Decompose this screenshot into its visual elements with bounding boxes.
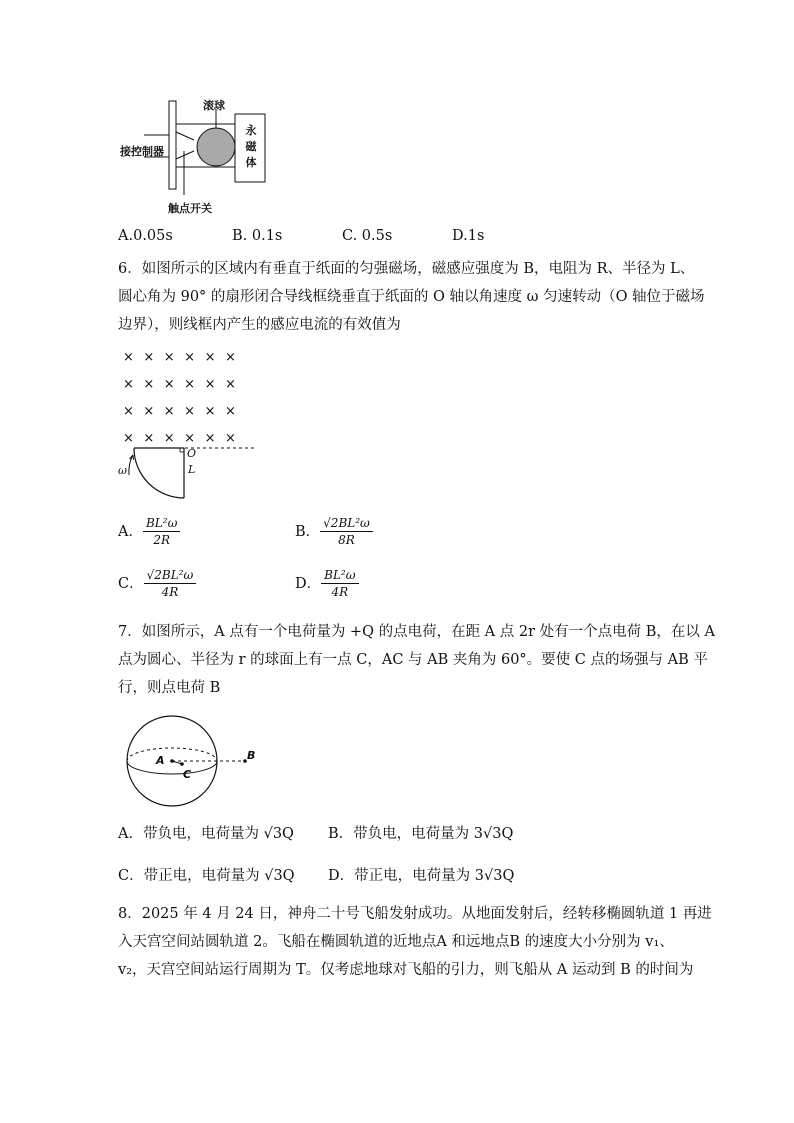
q8-line-2: 入天宫空间站圆轨道 2。飞船在椭圆轨道的近地点A 和远地点B 的速度大小分别为 v₁、 <box>118 934 674 950</box>
q7-option-b[interactable] <box>328 824 513 844</box>
q6-option-c-label: C． <box>118 575 144 592</box>
q7-option-d-label: D． <box>328 868 355 884</box>
q6-option-a-label: A． <box>118 523 143 540</box>
q7-text-1: 如图所示，A 点有一个电荷量为 +Q 的点电荷，在距 A 点 2r 处有一个点电荷 B，在以 A <box>141 624 715 640</box>
q6-option-c-num: √2BL²ω <box>144 568 197 584</box>
q7-line-1 <box>118 622 715 642</box>
label-b: B <box>247 749 256 762</box>
q7-sphere-figure <box>115 715 275 810</box>
label-o: O <box>187 447 197 460</box>
q7-option-c[interactable] <box>118 866 295 886</box>
label-controller: 接控制器 <box>120 145 164 158</box>
q8-line-1 <box>118 904 712 924</box>
q5-option-d[interactable] <box>452 226 484 246</box>
q8-line-3: v₂，天宫空间站运行周期为 T。仅考虑地球对飞船的引力，则飞船从 A 运动到 B 的时间为 <box>118 962 694 978</box>
q7-option-c-label: C． <box>118 868 144 884</box>
contact-upper <box>176 132 194 140</box>
q6-number: 6． <box>118 261 142 277</box>
equator-back <box>127 748 217 761</box>
sector-arc <box>134 448 184 498</box>
q6-option-d-label: D． <box>295 575 322 592</box>
q5-option-b-value: 0.1s <box>251 228 283 244</box>
label-magnet: 永磁体 <box>245 124 257 169</box>
q6-option-d-den: 4R <box>331 585 349 599</box>
q7-line-2: 点为圆心、半径为 r 的球面上有一点 C，AC 与 AB 夹角为 60°。要使 C 点的场强与 AB 平 <box>118 652 708 668</box>
right-angle-mark <box>180 448 184 452</box>
q6-option-d-num: BL²ω <box>321 568 358 584</box>
q5-option-a-value: 0.05s <box>133 228 173 244</box>
q7-option-a[interactable] <box>118 824 294 844</box>
q7-option-d-value: 带正电，电荷量为 3√3Q <box>354 868 515 884</box>
field-row-2: ×××××× <box>123 377 246 392</box>
q6-option-b-den: 8R <box>338 533 355 547</box>
q6-option-a-den: 2R <box>153 533 171 547</box>
equator-front <box>127 761 217 774</box>
q8-text-1: 2025 年 4 月 24 日，神舟二十号飞船发射成功。从地面发射后，经转移椭圆轨道 1 再进 <box>141 906 712 922</box>
rolling-ball <box>197 128 235 166</box>
q6-option-c-den: 4R <box>161 585 179 599</box>
label-a: A <box>156 754 165 767</box>
label-ball: 滚球 <box>203 99 225 112</box>
q5-option-d-label: D. <box>452 228 468 244</box>
q5-option-a-label: A. <box>118 228 134 244</box>
q6-option-c[interactable] <box>118 568 196 599</box>
q7-option-b-label: B． <box>328 826 354 842</box>
q5-option-b[interactable] <box>232 226 282 246</box>
q5-option-c-label: C. <box>342 228 358 244</box>
q6-line-3: 边界），则线框内产生的感应电流的有效值为 <box>118 317 401 333</box>
switch-plate <box>169 101 176 189</box>
q5-option-d-value: 1s <box>467 228 485 244</box>
q8-number: 8． <box>118 906 142 922</box>
q7-option-c-value: 带正电，电荷量为 √3Q <box>143 868 295 884</box>
q6-option-a[interactable] <box>118 516 180 547</box>
point-c <box>180 762 184 766</box>
q6-text-1: 如图所示的区域内有垂直于纸面的匀强磁场，磁感应强度为 B，电阻为 R、半径为 L、 <box>141 261 695 277</box>
q6-option-a-num: BL²ω <box>143 516 180 532</box>
q6-option-b[interactable] <box>295 516 373 547</box>
label-c: C <box>183 768 192 781</box>
q6-option-b-num: √2BL²ω <box>320 516 373 532</box>
q6-line-1 <box>118 259 694 279</box>
contact-lower <box>176 151 194 159</box>
field-row-1: ×××××× <box>123 350 246 365</box>
label-omega: ω <box>118 464 127 477</box>
field-row-4: ×××××× <box>123 431 246 446</box>
q5-option-a[interactable] <box>118 226 173 246</box>
q7-option-a-value: 带负电，电荷量为 √3Q <box>142 826 294 842</box>
point-a <box>170 759 174 763</box>
q6-option-b-label: B． <box>295 523 321 540</box>
q7-line-3: 行，则点电荷 B <box>118 680 221 696</box>
q6-line-2: 圆心角为 90° 的扇形闭合导线框绕垂直于纸面的 O 轴以角速度 ω 匀速转动（O 轴位于磁场 <box>118 289 705 305</box>
label-switch: 触点开关 <box>168 202 212 215</box>
q7-option-d[interactable] <box>328 866 514 886</box>
q7-option-a-label: A． <box>118 826 143 842</box>
label-l: L <box>188 463 196 476</box>
q5-option-c[interactable] <box>342 226 392 246</box>
q6-option-d[interactable] <box>295 568 359 599</box>
q7-option-b-value: 带负电，电荷量为 3√3Q <box>353 826 514 842</box>
q7-number: 7． <box>118 624 142 640</box>
field-row-3: ×××××× <box>123 404 246 419</box>
q5-option-b-label: B. <box>232 228 248 244</box>
q5-option-c-value: 0.5s <box>361 228 393 244</box>
